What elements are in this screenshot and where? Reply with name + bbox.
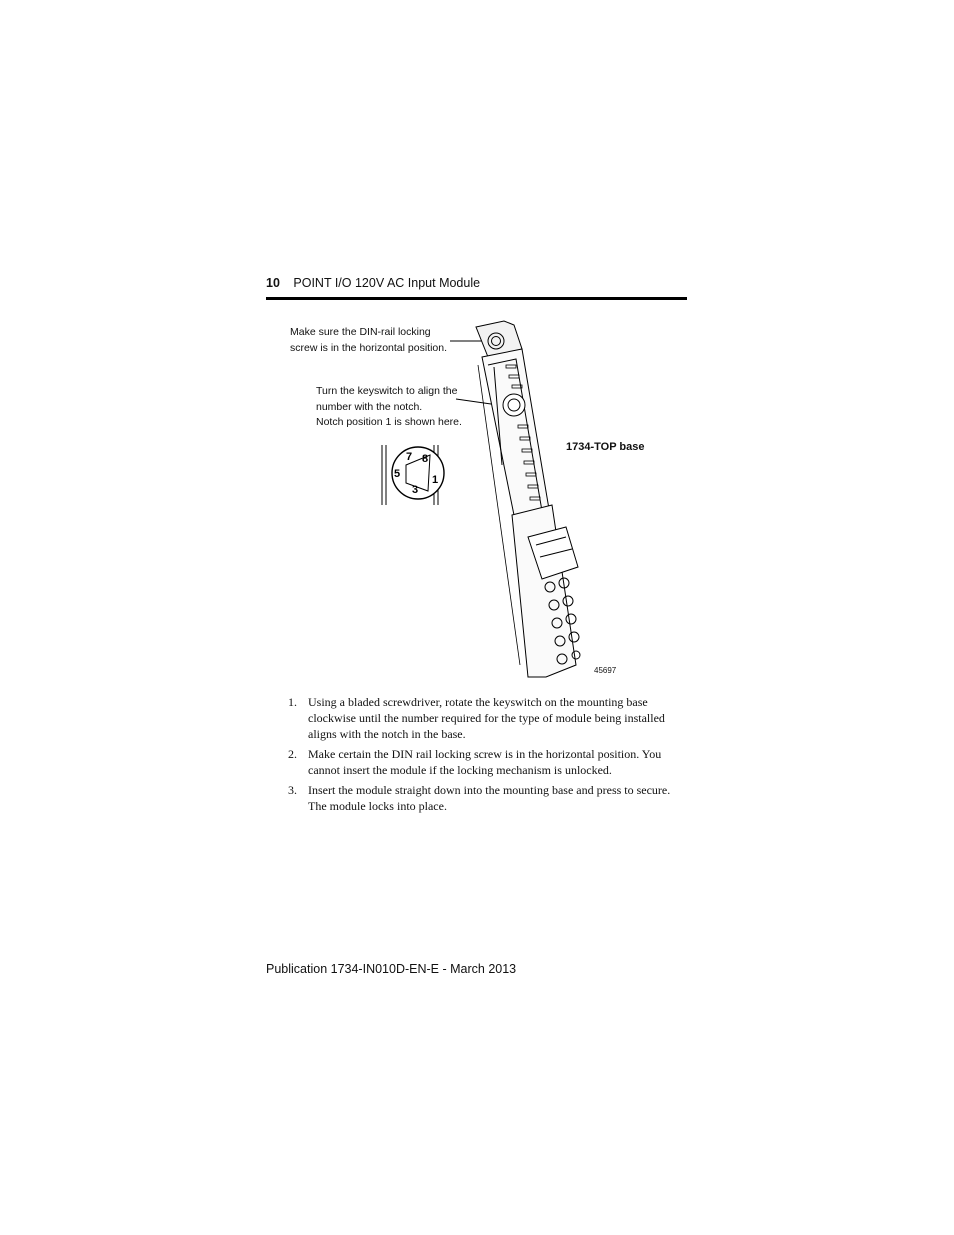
figure-number: 45697 <box>594 666 617 675</box>
base-installation-figure <box>266 305 687 685</box>
step-number: 1. <box>288 695 297 709</box>
keyswitch-digit-3: 3 <box>412 484 419 496</box>
installation-steps <box>266 694 687 818</box>
callout-keyswitch <box>316 384 486 431</box>
publication-footer: Publication 1734-IN010D-EN-E - March 2013 <box>266 962 517 976</box>
keyswitch-digit-1: 1 <box>432 474 439 486</box>
terminal-base-illustration <box>266 305 687 685</box>
keyswitch-digit-7: 7 <box>406 451 413 463</box>
list-item <box>266 746 687 778</box>
running-title: POINT I/O 120V AC Input Module <box>293 276 481 290</box>
callout-keyswitch-line: number with the notch. <box>316 400 423 413</box>
keyswitch-digit-5: 5 <box>394 468 401 480</box>
page-number: 10 <box>266 276 280 290</box>
step-text: Using a bladed screwdriver, rotate the keyswitch on the mounting base clockwise until the number required for the type of module being installed aligns with the notch in the base. <box>308 695 665 741</box>
list-item <box>266 694 687 742</box>
base-label: 1734-TOP base <box>566 441 645 453</box>
callout-keyswitch-line: Turn the keyswitch to align the <box>316 385 458 397</box>
callout-locking-screw: Make sure the DIN-rail locking screw is in the horizontal position. <box>290 326 447 354</box>
header-rule <box>266 297 687 300</box>
list-item <box>266 782 687 814</box>
step-text: Insert the module straight down into the mounting base and press to secure. The module locks into place. <box>308 783 671 813</box>
callout-keyswitch-line: Notch position 1 is shown here. <box>316 416 462 428</box>
step-number: 3. <box>288 783 297 797</box>
page-header <box>266 275 687 291</box>
step-text: Make certain the DIN rail locking screw is in the horizontal position. You cannot insert the module if the locking mechanism is unlocked. <box>308 747 662 777</box>
step-number: 2. <box>288 747 297 761</box>
keyswitch-digit-8: 8 <box>422 453 429 465</box>
